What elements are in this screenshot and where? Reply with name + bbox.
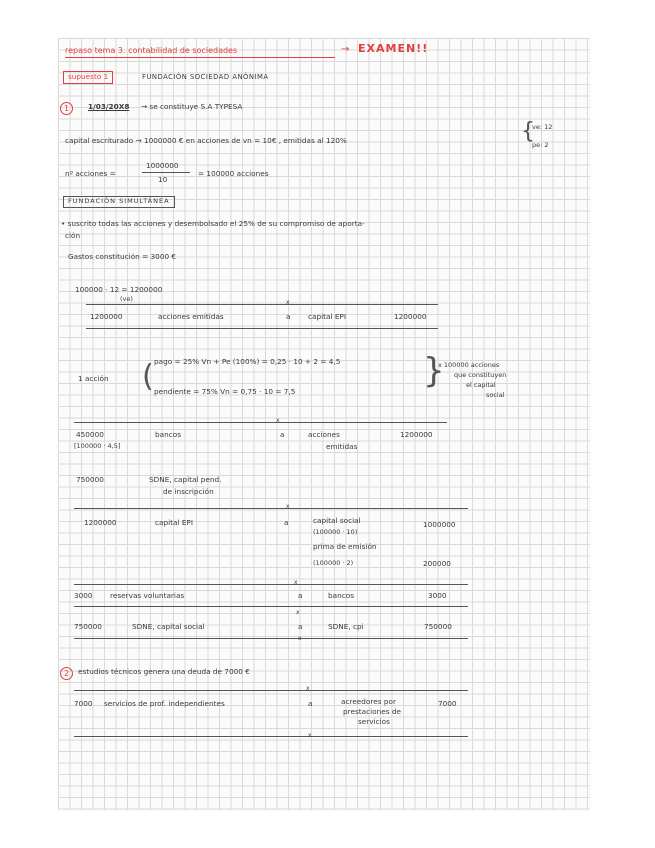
journal3-amount: 1200000 bbox=[84, 518, 117, 527]
journal2-amount-2: 750000 bbox=[76, 475, 104, 484]
entry2-bottom-line bbox=[74, 736, 468, 737]
journal4-mark: x bbox=[294, 579, 298, 586]
entry2-amount: 7000 bbox=[74, 699, 93, 708]
journal3-mark: x bbox=[286, 503, 290, 510]
entry2-end-mark: x bbox=[308, 732, 312, 739]
pe-value: pe: 2 bbox=[532, 141, 549, 149]
journal2-top-line bbox=[74, 422, 447, 423]
journal2-debit-2: SDNE, capital pend. bbox=[149, 475, 222, 484]
journal2-note-1: [100000 · 4,5] bbox=[74, 442, 121, 450]
accion-brace: ( bbox=[142, 359, 154, 394]
shares-label: nº acciones = bbox=[65, 169, 116, 178]
journal3-top-line bbox=[74, 508, 468, 509]
journal1-bottom-line bbox=[86, 328, 438, 329]
journal3-debit: capital EPI bbox=[155, 518, 193, 527]
journal2-amount-1: 450000 bbox=[76, 430, 104, 439]
journal1-credit: capital EPI bbox=[308, 312, 346, 321]
accion-side-2: que constituyen bbox=[454, 371, 507, 379]
journal2-debit-1: bancos bbox=[155, 430, 182, 439]
arrow: → bbox=[341, 44, 350, 55]
entry-number-2: 2 bbox=[60, 667, 73, 680]
gastos-line: Gastos constitución = 3000 € bbox=[68, 252, 177, 261]
journal2-credit-1: acciones bbox=[308, 430, 340, 439]
entry2-credit-2: prestaciones de bbox=[343, 707, 401, 716]
journal5-debit: SDNE, capital social bbox=[132, 622, 205, 631]
capital-line: capital escriturado → 1000000 € en acciones de vn = 10€ , emitidas al 120% bbox=[65, 136, 347, 145]
journal2-credit-1b: emitidas bbox=[326, 442, 358, 451]
fraction-denominator: 10 bbox=[158, 175, 168, 184]
entry2-credit-amount: 7000 bbox=[438, 699, 457, 708]
journal4-credit: bancos bbox=[328, 591, 355, 600]
supuesto-label: supuesto 1 bbox=[63, 71, 113, 84]
journal5-a: a bbox=[298, 622, 303, 631]
calc-note: (ve) bbox=[120, 295, 133, 303]
journal5-bottom-line bbox=[74, 638, 468, 639]
supuesto-title: FUNDACIÓN SOCIEDAD ANÓNIMA bbox=[142, 73, 269, 81]
accion-pago: pago = 25% Vn + Pe (100%) = 0,25 · 10 + 2 = 4,5 bbox=[154, 357, 341, 366]
page-title: repaso tema 3. contabilidad de sociedades bbox=[65, 46, 238, 55]
fundacion-label: FUNDACIÓN SIMULTÁNEA bbox=[63, 196, 175, 208]
accion-side-3: el capital bbox=[466, 381, 496, 389]
entry1-text: → se constituye S.A TYPESA bbox=[141, 102, 243, 111]
journal2-mark: x bbox=[276, 417, 280, 424]
journal4-amount: 3000 bbox=[74, 591, 93, 600]
journal2-a: a bbox=[280, 430, 285, 439]
journal3-credit-2-note: (100000 · 2) bbox=[313, 559, 354, 567]
bullet-line-2: ción bbox=[65, 231, 81, 240]
accion-pendiente: pendiente = 75% Vn = 0,75 · 10 = 7,5 bbox=[154, 387, 296, 396]
journal5-end-mark: x bbox=[298, 635, 302, 642]
fraction-numerator: 1000000 bbox=[146, 161, 179, 170]
journal1-top-line bbox=[86, 304, 438, 305]
journal4-credit-amount: 3000 bbox=[428, 591, 447, 600]
entry2-credit-1: acreedores por bbox=[341, 697, 396, 706]
journal5-amount: 750000 bbox=[74, 622, 102, 631]
journal1-a: a bbox=[286, 312, 291, 321]
entry1-date: 1/03/20X8 bbox=[88, 102, 130, 111]
accion-side-4: social bbox=[486, 391, 505, 399]
entry2-top-line bbox=[74, 690, 468, 691]
fraction-bar bbox=[142, 172, 190, 173]
bullet-line-1: • suscrito todas las acciones y desembolsado el 25% de su compromiso de aporta- bbox=[61, 219, 365, 228]
journal1-amount: 1200000 bbox=[90, 312, 123, 321]
journal1-debit: acciones emitidas bbox=[158, 312, 224, 321]
title-underline bbox=[65, 57, 335, 58]
entry2-mark: x bbox=[306, 685, 310, 692]
notebook-sheet bbox=[58, 38, 590, 810]
journal5-credit-amount: 750000 bbox=[424, 622, 452, 631]
accion-close-brace: } bbox=[423, 351, 445, 391]
entry2-credit-3: servicios bbox=[358, 717, 390, 726]
entry2-text: estudios técnicos genera una deuda de 7000 € bbox=[78, 667, 250, 676]
journal3-credit-2-amount: 200000 bbox=[423, 559, 451, 568]
journal3-a: a bbox=[284, 518, 289, 527]
entry-number-1: 1 bbox=[60, 102, 73, 115]
journal2-credit-amount: 1200000 bbox=[400, 430, 433, 439]
journal4-debit: reservas voluntarias bbox=[110, 591, 185, 600]
journal3-credit-2: prima de emisión bbox=[313, 542, 377, 551]
journal1-mark: x bbox=[286, 299, 290, 306]
journal4-a: a bbox=[298, 591, 303, 600]
accion-side-1: x 100000 acciones bbox=[438, 361, 500, 369]
journal4-top-line bbox=[74, 584, 468, 585]
accion-label: 1 acción bbox=[78, 374, 109, 383]
journal3-credit-1-amount: 1000000 bbox=[423, 520, 456, 529]
shares-result: = 100000 acciones bbox=[198, 169, 269, 178]
journal3-credit-1-note: (100000 · 10) bbox=[313, 528, 358, 536]
journal5-credit: SDNE, cpi bbox=[328, 622, 364, 631]
journal5-mark: x bbox=[296, 609, 300, 616]
entry2-a: a bbox=[308, 699, 313, 708]
calc-line: 100000 · 12 = 1200000 bbox=[75, 285, 163, 294]
ve-value: ve: 12 bbox=[532, 123, 553, 131]
brace-curly: { bbox=[521, 119, 535, 144]
journal1-credit-amount: 1200000 bbox=[394, 312, 427, 321]
entry2-debit: servicios de prof. independientes bbox=[104, 699, 225, 708]
journal3-credit-1: capital social bbox=[313, 516, 361, 525]
journal2-debit-2b: de inscripción bbox=[163, 487, 214, 496]
journal4-bottom-line bbox=[74, 606, 468, 607]
exam-title: EXAMEN!! bbox=[358, 42, 429, 55]
